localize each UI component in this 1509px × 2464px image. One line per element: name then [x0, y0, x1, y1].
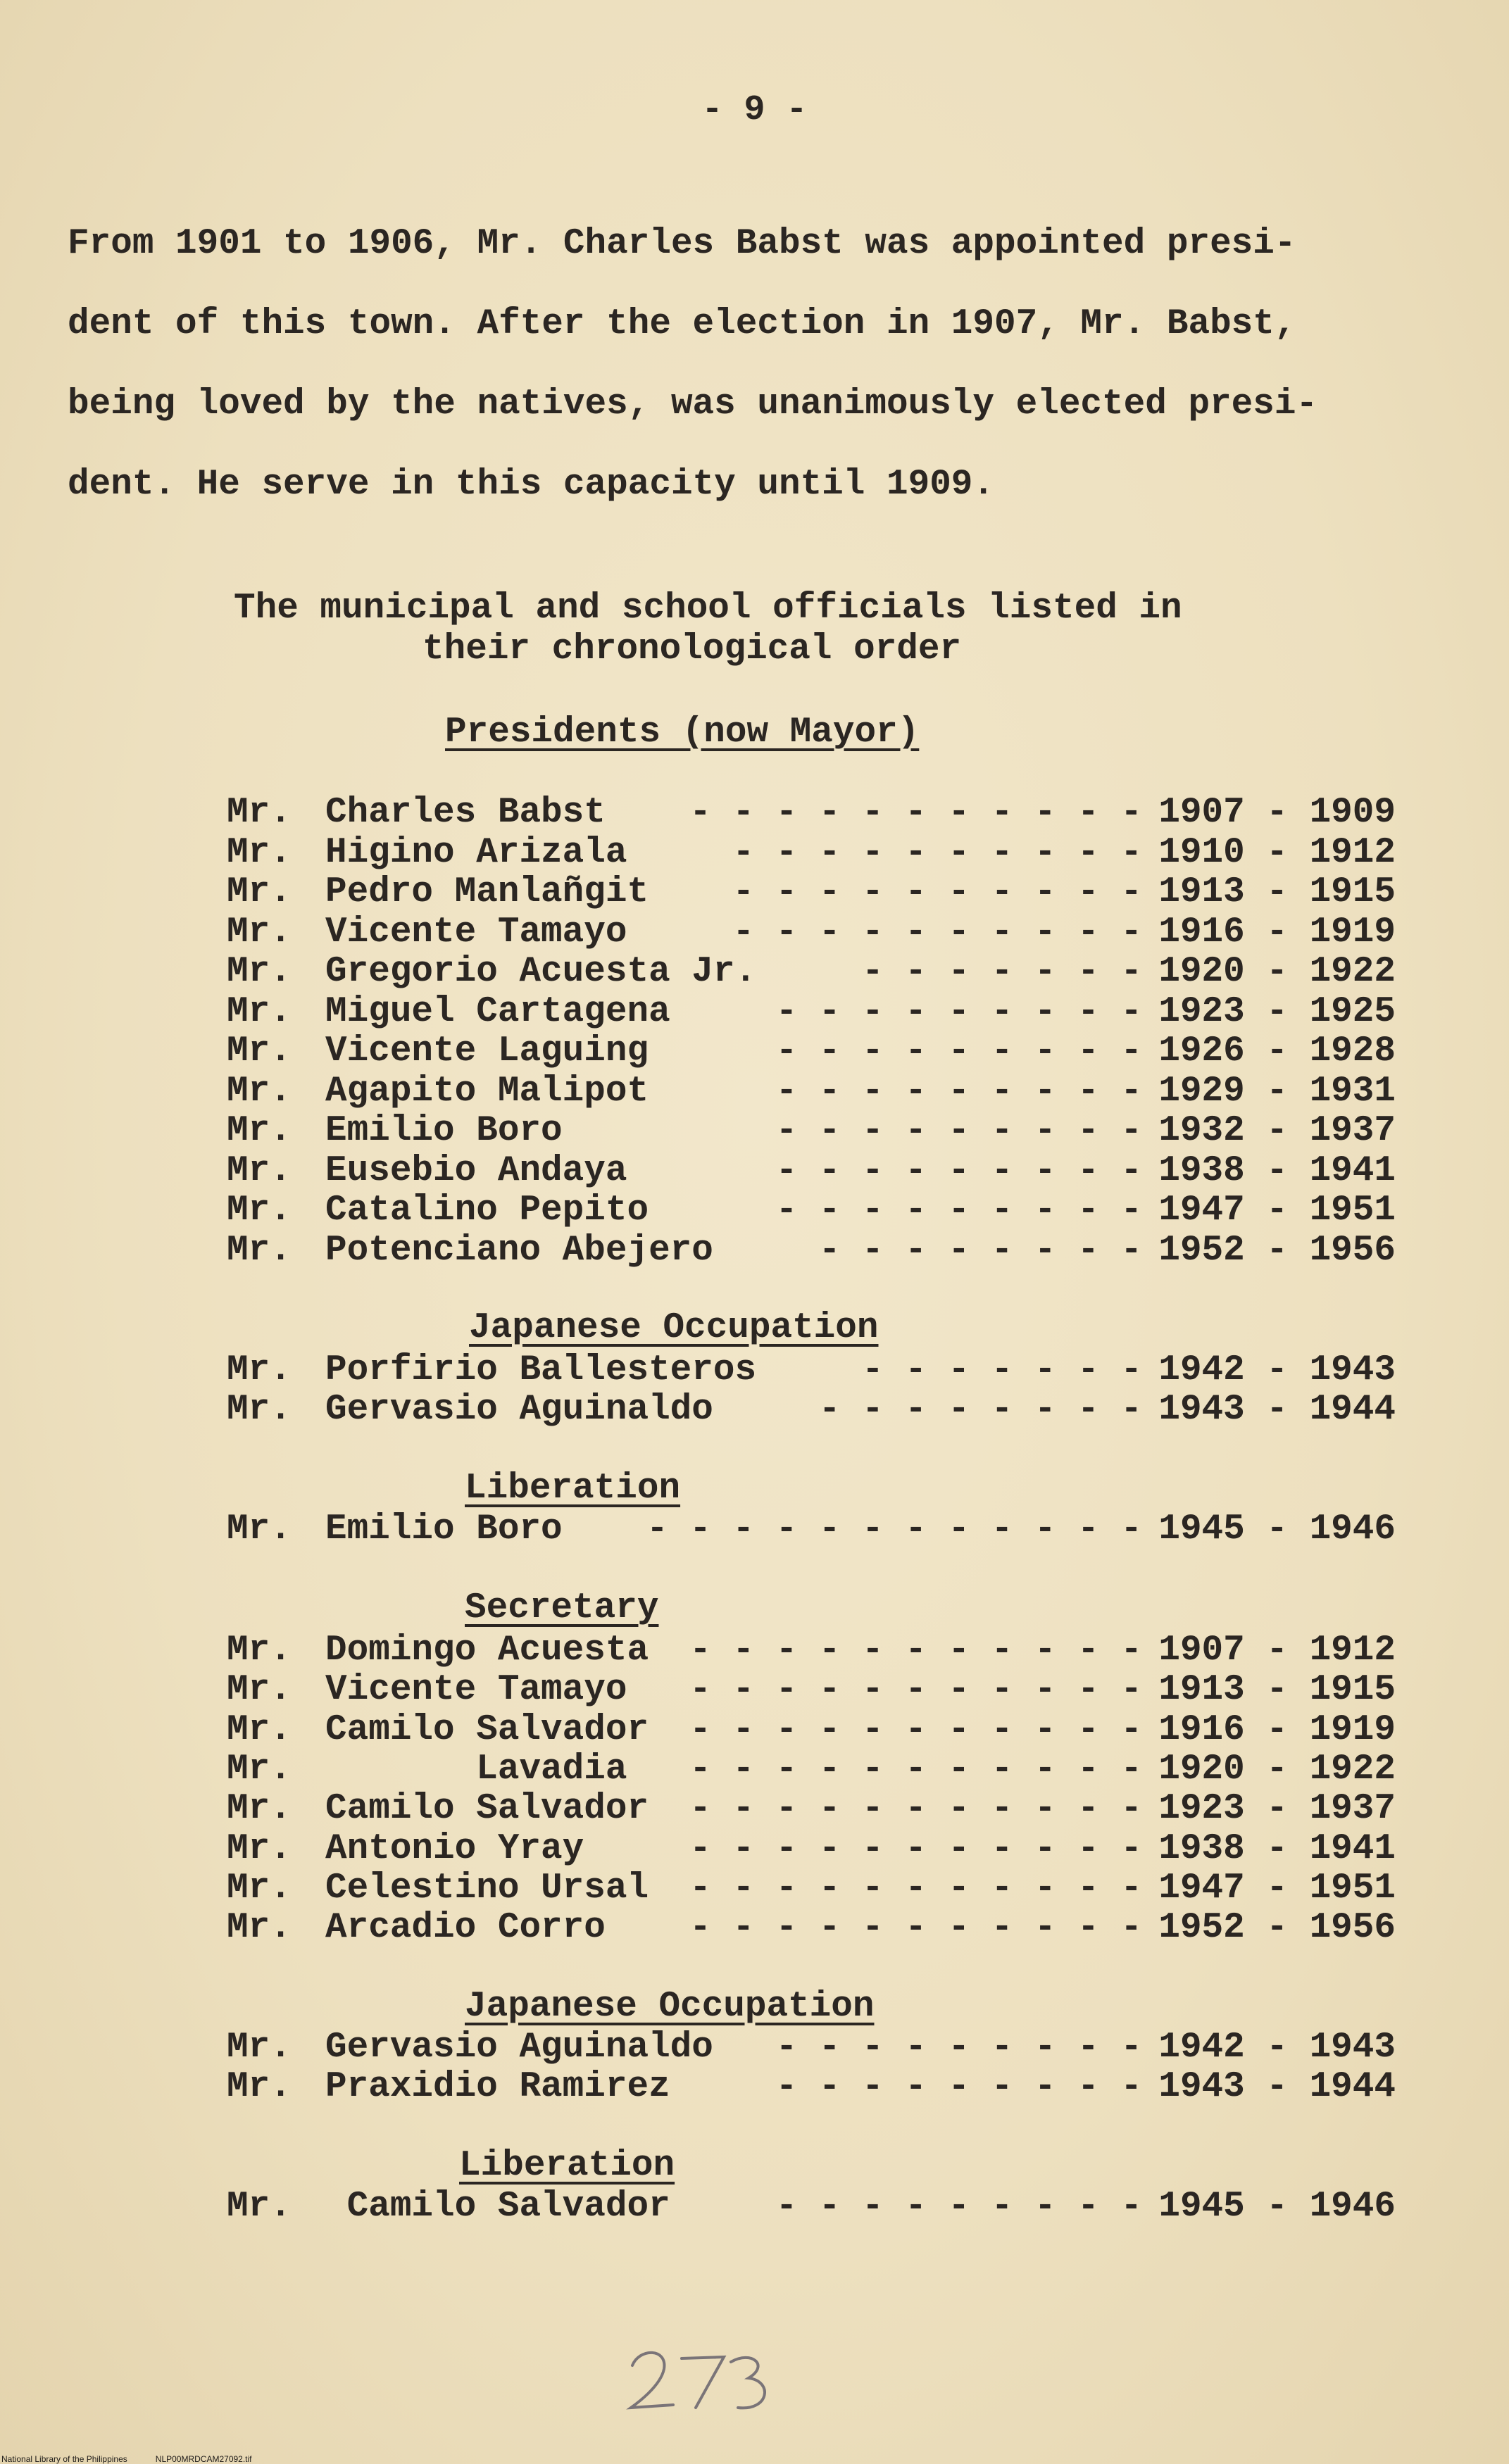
heading-line-1: The municipal and school officials listed in: [234, 589, 1182, 629]
handwritten-page-number: [618, 2337, 787, 2422]
title-prefix: Mr.: [227, 1190, 292, 1231]
paragraph-line-1: From 1901 to 1906, Mr. Charles Babst was appointed presi-: [68, 224, 1296, 264]
term-years: 1945 - 1946: [1158, 1509, 1396, 1550]
official-name: Lavadia: [325, 1749, 627, 1790]
title-prefix: Mr.: [227, 1630, 292, 1671]
title-prefix: Mr.: [227, 832, 292, 873]
title-prefix: Mr.: [227, 1150, 292, 1191]
term-years: 1943 - 1944: [1158, 1390, 1396, 1430]
dash-leader: - - - - - - - - -: [775, 1190, 1142, 1231]
heading-line-2: their chronological order: [422, 629, 962, 670]
dash-leader: - - - - - - - - - - -: [689, 1789, 1142, 1830]
section-title-presidents-liberation: Liberation: [465, 1469, 681, 1509]
paragraph-line-3: being loved by the natives, was unanimously elected presi-: [68, 384, 1318, 425]
official-name: Praxidio Ramirez: [325, 2067, 670, 2107]
list-row: [227, 1231, 1396, 1270]
title-prefix: Mr.: [227, 1868, 292, 1909]
list-row: [227, 1151, 1396, 1190]
list-row: [227, 912, 1396, 952]
dash-leader: - - - - - - -: [862, 952, 1142, 992]
term-years: 1932 - 1937: [1158, 1111, 1396, 1151]
list-row: [227, 1390, 1396, 1429]
title-prefix: Mr.: [227, 1670, 292, 1711]
title-prefix: Mr.: [227, 1230, 292, 1271]
list-row: [227, 2067, 1396, 2106]
title-prefix: Mr.: [227, 1509, 292, 1550]
term-years: 1945 - 1946: [1158, 2187, 1396, 2227]
list-row: [227, 1630, 1396, 1670]
dash-leader: - - - - - - - - - - -: [689, 1908, 1142, 1949]
title-prefix: Mr.: [227, 1071, 292, 1112]
dash-leader: - - - - - - - - - - -: [689, 1828, 1142, 1869]
dash-leader: - - - - - - - - -: [775, 1071, 1142, 1112]
title-prefix: Mr.: [227, 912, 292, 953]
footer-filename: NLP00MRDCAM27092.tif: [155, 2454, 252, 2464]
list-row: [227, 872, 1396, 912]
dash-leader: - - - - - - - - - -: [732, 872, 1142, 912]
official-name: Vicente Laguing: [325, 1031, 649, 1071]
term-years: 1920 - 1922: [1158, 952, 1396, 992]
list-row: [227, 1190, 1396, 1230]
term-years: 1907 - 1909: [1158, 793, 1396, 833]
dash-leader: - - - - - - - - -: [775, 991, 1142, 1032]
list-row: [227, 1670, 1396, 1709]
term-years: 1926 - 1928: [1158, 1031, 1396, 1071]
title-prefix: Mr.: [227, 1390, 292, 1430]
official-name: Higino Arizala: [325, 832, 627, 873]
term-years: 1938 - 1941: [1158, 1150, 1396, 1191]
dash-leader: - - - - - - - -: [818, 1390, 1142, 1430]
term-years: 1947 - 1951: [1158, 1190, 1396, 1231]
title-prefix: Mr.: [227, 1350, 292, 1390]
official-name: Camilo Salvador: [325, 1789, 649, 1830]
official-name: Gervasio Aguinaldo: [325, 1390, 713, 1430]
list-row: [227, 1908, 1396, 1947]
dash-leader: - - - - - - - - -: [775, 1031, 1142, 1071]
term-years: 1947 - 1951: [1158, 1868, 1396, 1909]
dash-leader: - - - - - - - - - -: [732, 832, 1142, 873]
dash-leader: - - - - - - - - - - - -: [646, 1509, 1142, 1550]
dash-leader: - - - - - - - - - - -: [689, 1709, 1142, 1750]
term-years: 1923 - 1925: [1158, 991, 1396, 1032]
official-name: Celestino Ursal: [325, 1868, 649, 1909]
dash-leader: - - - - - - - - - - -: [689, 1670, 1142, 1711]
term-years: 1920 - 1922: [1158, 1749, 1396, 1790]
page-number: - 9 -: [701, 90, 808, 130]
section-title-secretary: Secretary: [465, 1588, 659, 1628]
footer-source: [1, 2454, 252, 2464]
title-prefix: Mr.: [227, 1908, 292, 1949]
dash-leader: - - - - - - - - -: [775, 2067, 1142, 2107]
official-name: Camilo Salvador: [325, 1709, 649, 1750]
list-row: [227, 1071, 1396, 1111]
official-name: Agapito Malipot: [325, 1071, 649, 1112]
term-years: 1916 - 1919: [1158, 1709, 1396, 1750]
section-title-secretary-japanese: Japanese Occupation: [465, 1987, 875, 2027]
term-years: 1952 - 1956: [1158, 1230, 1396, 1271]
dash-leader: - - - - - - - - -: [775, 1111, 1142, 1151]
list-row: [227, 992, 1396, 1031]
paragraph-line-4: dent. He serve in this capacity until 1909.: [68, 465, 995, 505]
title-prefix: Mr.: [227, 2187, 292, 2227]
dash-leader: - - - - - - - -: [818, 1230, 1142, 1271]
list-row: [227, 1789, 1396, 1828]
list-row: [227, 833, 1396, 872]
dash-leader: - - - - - - - - -: [775, 1150, 1142, 1191]
official-name: Domingo Acuesta: [325, 1630, 649, 1671]
official-name: Antonio Yray: [325, 1828, 584, 1869]
dash-leader: - - - - - - - - -: [775, 2028, 1142, 2068]
term-years: 1916 - 1919: [1158, 912, 1396, 953]
title-prefix: Mr.: [227, 793, 292, 833]
list-row: [227, 952, 1396, 991]
section-title-presidents-japanese: Japanese Occupation: [469, 1308, 879, 1348]
official-name: Pedro Manlañgit: [325, 872, 649, 912]
paragraph-line-2: dent of this town. After the election in 1907, Mr. Babst,: [68, 304, 1296, 344]
official-name: Emilio Boro: [325, 1111, 563, 1151]
official-name: Miguel Cartagena: [325, 991, 670, 1032]
title-prefix: Mr.: [227, 1828, 292, 1869]
term-years: 1913 - 1915: [1158, 872, 1396, 912]
term-years: 1910 - 1912: [1158, 832, 1396, 873]
term-years: 1952 - 1956: [1158, 1908, 1396, 1949]
title-prefix: Mr.: [227, 1111, 292, 1151]
dash-leader: - - - - - - - - - - -: [689, 793, 1142, 833]
dash-leader: - - - - - - - - -: [775, 2187, 1142, 2227]
dash-leader: - - - - - - - - - - -: [689, 1868, 1142, 1909]
list-row: [227, 1031, 1396, 1071]
dash-leader: - - - - - - - - - - -: [689, 1630, 1142, 1671]
official-name: Gervasio Aguinaldo: [325, 2028, 713, 2068]
official-name: Porfirio Ballesteros: [325, 1350, 757, 1390]
title-prefix: Mr.: [227, 1709, 292, 1750]
term-years: 1907 - 1912: [1158, 1630, 1396, 1671]
section-title-presidents: Presidents (now Mayor): [445, 712, 920, 753]
term-years: 1913 - 1915: [1158, 1670, 1396, 1711]
list-row: [227, 1111, 1396, 1150]
title-prefix: Mr.: [227, 2028, 292, 2068]
term-years: 1942 - 1943: [1158, 1350, 1396, 1390]
footer-library: National Library of the Philippines: [1, 2454, 127, 2464]
title-prefix: Mr.: [227, 1749, 292, 1790]
dash-leader: - - - - - - - - - - -: [689, 1749, 1142, 1790]
official-name: Vicente Tamayo: [325, 912, 627, 953]
term-years: 1943 - 1944: [1158, 2067, 1396, 2107]
official-name: Eusebio Andaya: [325, 1150, 627, 1191]
list-row: [227, 2187, 1396, 2226]
section-title-secretary-liberation: Liberation: [459, 2146, 675, 2186]
dash-leader: - - - - - - -: [862, 1350, 1142, 1390]
title-prefix: Mr.: [227, 991, 292, 1032]
term-years: 1923 - 1937: [1158, 1789, 1396, 1830]
official-name: Gregorio Acuesta Jr.: [325, 952, 757, 992]
list-row: [227, 1868, 1396, 1908]
title-prefix: Mr.: [227, 1031, 292, 1071]
list-row: [227, 1829, 1396, 1868]
title-prefix: Mr.: [227, 872, 292, 912]
list-row: [227, 1749, 1396, 1789]
list-row: [227, 793, 1396, 832]
official-name: Emilio Boro: [325, 1509, 563, 1550]
title-prefix: Mr.: [227, 1789, 292, 1830]
title-prefix: Mr.: [227, 2067, 292, 2107]
official-name: Camilo Salvador: [325, 2187, 670, 2227]
term-years: 1938 - 1941: [1158, 1828, 1396, 1869]
official-name: Catalino Pepito: [325, 1190, 649, 1231]
list-row: [227, 1710, 1396, 1749]
dash-leader: - - - - - - - - - -: [732, 912, 1142, 953]
list-row: [227, 2028, 1396, 2067]
official-name: Potenciano Abejero: [325, 1230, 713, 1271]
term-years: 1929 - 1931: [1158, 1071, 1396, 1112]
official-name: Arcadio Corro: [325, 1908, 606, 1949]
official-name: Vicente Tamayo: [325, 1670, 627, 1711]
title-prefix: Mr.: [227, 952, 292, 992]
term-years: 1942 - 1943: [1158, 2028, 1396, 2068]
list-row: [227, 1509, 1396, 1549]
official-name: Charles Babst: [325, 793, 606, 833]
list-row: [227, 1350, 1396, 1390]
